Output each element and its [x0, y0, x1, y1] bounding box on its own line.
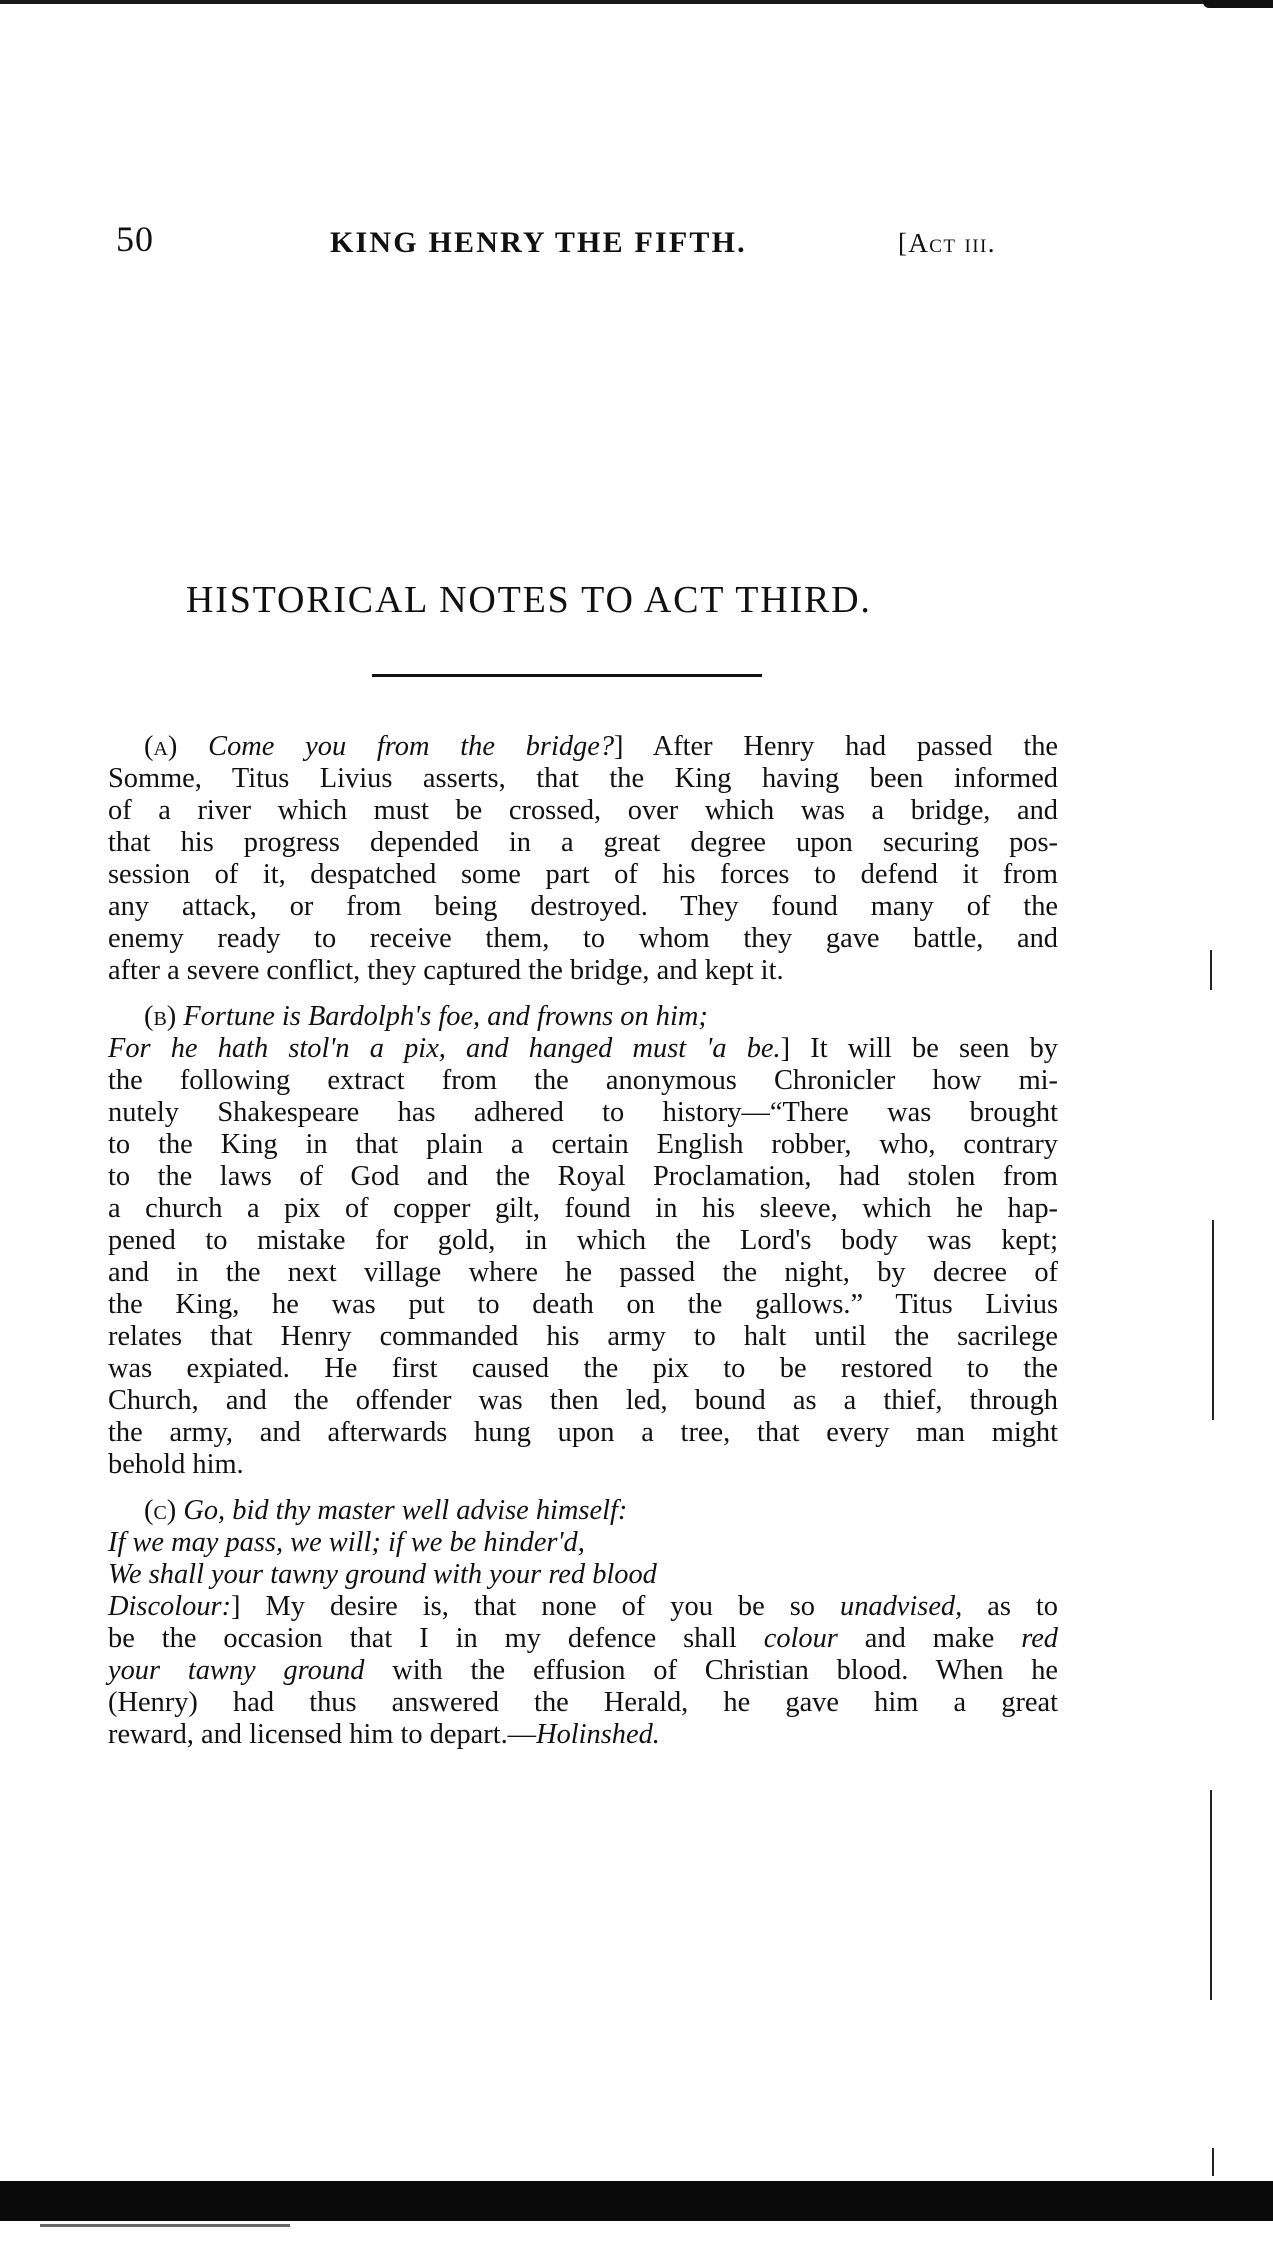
note-line: Church, and the offender was then led, bound as a thief, through — [108, 1385, 1058, 1416]
note-line: was expiated. He first caused the pix to be restored to the — [108, 1353, 1058, 1384]
bottom-scan-band — [0, 2181, 1273, 2221]
scan-margin-mark — [1212, 2148, 1214, 2176]
scan-margin-mark — [1210, 1790, 1212, 2000]
note-cue: Come you from the bridge? — [208, 731, 615, 762]
note-line — [108, 1559, 1058, 1591]
note-text: be the occasion that I in my defence shall — [108, 1623, 764, 1654]
note-line: enemy ready to receive them, to whom they gave battle, and — [108, 923, 1058, 954]
note-a — [108, 731, 1058, 987]
note-line: session of it, despatched some part of his forces to defend it from — [108, 859, 1058, 890]
note-text: with the effusion of Christian blood. When he — [364, 1655, 1058, 1686]
note-line — [108, 1623, 1058, 1655]
note-text: ] It will be seen by — [780, 1033, 1058, 1064]
note-line: the following extract from the anonymous Chronicler how mi- — [108, 1065, 1058, 1096]
note-line — [108, 1655, 1058, 1687]
note-source: Holinshed. — [536, 1719, 660, 1750]
note-line: to the King in that plain a certain English robber, who, contrary — [108, 1129, 1058, 1160]
note-line — [108, 1591, 1058, 1623]
note-label: (b) — [144, 1001, 177, 1032]
page-number: 50 — [116, 219, 154, 259]
note-b — [108, 1001, 1058, 1481]
note-line — [108, 1001, 1058, 1033]
title-divider — [372, 674, 762, 677]
note-line — [108, 731, 1058, 763]
note-c — [108, 1495, 1058, 1751]
note-line: to the laws of God and the Royal Proclamation, had stolen from — [108, 1161, 1058, 1192]
note-line: behold him. — [108, 1449, 244, 1480]
note-line: that his progress depended in a great degree upon securing pos- — [108, 827, 1058, 858]
note-line: nutely Shakespeare has adhered to history—“There was brought — [108, 1097, 1058, 1128]
note-line: Somme, Titus Livius asserts, that the King having been informed — [108, 763, 1058, 794]
running-title: KING HENRY THE FIFTH. — [330, 226, 747, 259]
note-text: as to — [962, 1591, 1058, 1622]
scan-margin-mark — [1210, 950, 1212, 990]
note-line: pened to mistake for gold, in which the Lord's body was kept; — [108, 1225, 1058, 1256]
note-line: after a severe conflict, they captured the bridge, and kept it. — [108, 955, 784, 986]
note-emphasis: red — [1021, 1623, 1058, 1654]
note-line — [108, 1719, 1058, 1751]
note-emphasis: colour — [763, 1623, 838, 1654]
note-cue: For he hath stol'n a pix, and hanged must 'a be. — [108, 1033, 781, 1064]
note-line — [108, 1495, 1058, 1527]
note-line — [108, 1527, 1058, 1559]
scan-margin-mark — [1212, 1220, 1214, 1420]
note-line: of a river which must be crossed, over which was a bridge, and — [108, 795, 1058, 826]
note-emphasis: your tawny ground — [108, 1655, 365, 1686]
top-scan-rule — [0, 0, 1273, 4]
note-cue: Go, bid thy master well advise himself: — [183, 1495, 628, 1526]
note-text: reward, and licensed him to depart.— — [108, 1719, 537, 1750]
note-emphasis: unadvised, — [840, 1591, 963, 1622]
note-line: any attack, or from being destroyed. They found many of the — [108, 891, 1058, 922]
section-title: HISTORICAL NOTES TO ACT THIRD. — [186, 579, 872, 621]
note-line: (Henry) had thus answered the Herald, he gave him a great — [108, 1687, 1058, 1718]
note-cue: Fortune is Bardolph's foe, and frowns on him; — [183, 1001, 708, 1032]
note-label: (c) — [144, 1495, 177, 1526]
note-line — [108, 1033, 1058, 1065]
bottom-scan-streak — [40, 2224, 290, 2227]
note-text: ] After Henry had passed the — [614, 731, 1059, 762]
top-scan-edge — [1203, 0, 1273, 8]
note-line: a church a pix of copper gilt, found in his sleeve, which he hap- — [108, 1193, 1058, 1224]
note-line: the King, he was put to death on the gallows.” Titus Livius — [108, 1289, 1058, 1320]
note-line: relates that Henry commanded his army to halt until the sacrilege — [108, 1321, 1058, 1352]
note-cue: We shall your tawny ground with your red blood — [108, 1559, 657, 1590]
note-text: ] My desire is, that none of you be so — [231, 1591, 840, 1622]
note-line: the army, and afterwards hung upon a tree, that every man might — [108, 1417, 1058, 1448]
note-cue: If we may pass, we will; if we be hinder'd, — [108, 1527, 585, 1558]
act-marker: [Act iii. — [898, 228, 996, 258]
notes-body — [108, 731, 1058, 1765]
note-line: and in the next village where he passed the night, by decree of — [108, 1257, 1058, 1288]
note-cue: Discolour: — [108, 1591, 232, 1622]
note-text: and make — [837, 1623, 1022, 1654]
note-label: (a) — [144, 731, 178, 762]
